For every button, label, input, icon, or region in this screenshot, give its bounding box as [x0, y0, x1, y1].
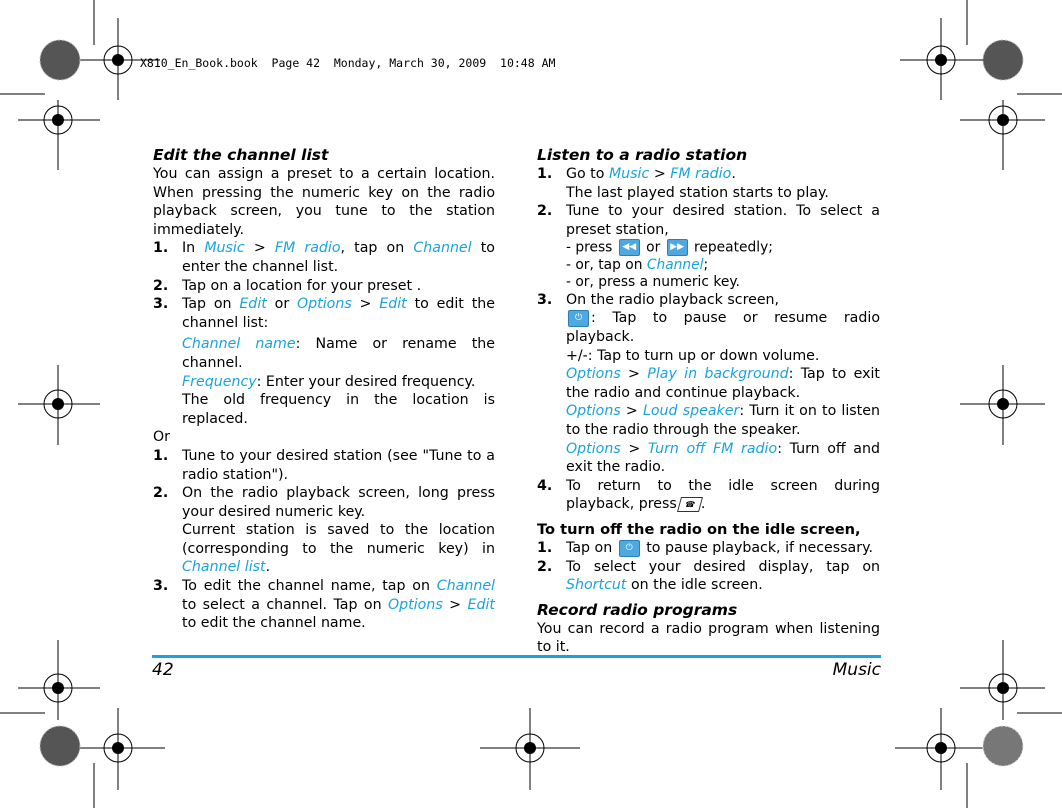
dash-item: - or, tap on Channel;	[566, 256, 709, 273]
sub-item: Frequency: Enter your desired frequency.	[182, 373, 476, 390]
options-link[interactable]: Options	[566, 403, 621, 420]
or-label: Or	[153, 429, 171, 446]
step-number: 1.	[537, 166, 553, 182]
section-title-turn-off-radio: To turn off the radio on the idle screen,	[537, 521, 861, 538]
step-text: Tune to your desired station. To select a preset station,	[566, 203, 880, 238]
step-text: To select your desired display, tap on Shortcut on the idle screen.	[566, 558, 880, 594]
edit-link[interactable]: Edit	[239, 296, 267, 313]
shortcut-link[interactable]: Shortcut	[566, 577, 627, 594]
fm-radio-link[interactable]: FM radio	[274, 240, 341, 257]
list-item	[537, 165, 880, 184]
sub-item: +/-: Tap to turn up or down volume.	[566, 347, 820, 364]
dash-item: - press ◀◀ or ▶▶ repeatedly;	[566, 239, 773, 256]
step-text: To edit the channel name, tap on Channel to select a channel. Tap on Options > Edit to edit the channel name.	[182, 578, 495, 632]
step-number: 2.	[153, 277, 169, 294]
sub-item: Current station is saved to the location (corresponding to the numeric key) in Channel list.	[182, 522, 495, 576]
step-number: 2.	[537, 558, 553, 575]
channel-list-link[interactable]: Channel list	[182, 559, 266, 576]
list-item	[153, 295, 495, 332]
step-number: 2.	[153, 485, 169, 502]
step-text: On the radio playback screen,	[566, 291, 780, 308]
music-link[interactable]: Music	[204, 240, 245, 257]
list-item	[153, 484, 495, 521]
rewind-icon[interactable]: ◀◀	[619, 239, 640, 256]
step-text: Tap on Edit or Options > Edit to edit the channel list:	[182, 296, 495, 331]
step-number: 1.	[153, 240, 169, 257]
section-title-listen-radio: Listen to a radio station	[537, 146, 748, 164]
step-number: 3.	[153, 578, 169, 595]
music-link[interactable]: Music	[608, 166, 650, 182]
edit-link[interactable]: Edit	[467, 596, 495, 613]
end-key-icon: ☎	[677, 497, 703, 512]
step-text: Go to Music > FM radio.	[566, 166, 736, 182]
list-item	[153, 277, 495, 296]
step-number: 3.	[537, 291, 553, 308]
channel-link[interactable]: Channel	[436, 578, 495, 595]
sub-item: Channel name: Name or rename the channel.	[182, 336, 495, 371]
sub-item: Options > Play in background: Tap to exit the radio and continue playback.	[566, 366, 880, 401]
step-number: 1.	[153, 447, 169, 464]
step-number: 1.	[537, 540, 553, 556]
step-text: Tap on ⏻ to pause playback, if necessary.	[566, 540, 873, 556]
step-number: 4.	[537, 477, 553, 494]
left-column	[153, 146, 495, 633]
step-text: Tap on a location for your preset .	[182, 277, 422, 294]
list-item	[537, 539, 880, 558]
channel-link[interactable]: Channel	[413, 240, 472, 257]
list-item	[153, 447, 495, 484]
section-name: Music	[832, 660, 881, 680]
list-item	[153, 239, 495, 276]
fast-forward-icon[interactable]: ▶▶	[667, 239, 688, 256]
options-link[interactable]: Options	[566, 366, 621, 383]
sub-item: Options > Turn off FM radio: Turn off and exit the radio.	[566, 440, 880, 476]
options-link[interactable]: Options	[388, 596, 443, 613]
intro-paragraph: You can assign a preset to a certain location. When pressing the numeric key on the radio playback screen, you tune to the station immediately.	[153, 166, 495, 238]
edit-link[interactable]: Edit	[379, 296, 407, 313]
turn-off-fm-radio-link[interactable]: Turn off FM radio	[647, 440, 778, 457]
section-title-edit-channel-list: Edit the channel list	[153, 146, 329, 164]
list-item	[537, 558, 880, 595]
channel-link[interactable]: Channel	[646, 256, 704, 273]
right-column	[537, 146, 880, 657]
channel-name-link[interactable]: Channel name	[182, 336, 296, 353]
sub-item: Options > Loud speaker: Turn it on to listen to the radio through the speaker.	[566, 403, 880, 439]
record-paragraph: You can record a radio program when listening to it.	[537, 620, 880, 656]
power-icon[interactable]: ⏻	[619, 540, 640, 557]
list-item	[537, 291, 880, 310]
print-header: X810_En_Book.book Page 42 Monday, March 30, 2009 10:48 AM	[140, 56, 556, 70]
step-text: On the radio playback screen, long press your desired numeric key.	[182, 485, 495, 520]
sub-item: The last played station starts to play.	[566, 184, 829, 201]
loud-speaker-link[interactable]: Loud speaker	[642, 403, 740, 420]
step-text: Tune to your desired station (see "Tune to a radio station").	[182, 447, 495, 483]
list-item	[537, 477, 880, 514]
section-title-record-radio: Record radio programs	[537, 600, 738, 619]
fm-radio-link[interactable]: FM radio	[670, 166, 732, 182]
sub-item: The old frequency in the location is replaced.	[182, 392, 495, 427]
page-number: 42	[152, 660, 174, 680]
sub-item: ⏻ : Tap to pause or resume radio playback.	[566, 310, 880, 346]
step-number: 2.	[537, 203, 553, 220]
list-item	[153, 577, 495, 633]
dash-item: - or, press a numeric key.	[566, 273, 740, 290]
play-in-background-link[interactable]: Play in background	[647, 366, 789, 383]
list-item	[537, 202, 880, 239]
footer-rule	[152, 655, 881, 658]
power-icon[interactable]: ⏻	[568, 310, 589, 327]
step-text: To return to the idle screen during playback, press ☎ .	[566, 477, 880, 513]
options-link[interactable]: Options	[296, 296, 352, 313]
step-text: In Music > FM radio, tap on Channel to enter the channel list.	[182, 240, 495, 275]
options-link[interactable]: Options	[566, 440, 621, 457]
step-number: 3.	[153, 296, 169, 313]
frequency-link[interactable]: Frequency	[182, 373, 257, 390]
